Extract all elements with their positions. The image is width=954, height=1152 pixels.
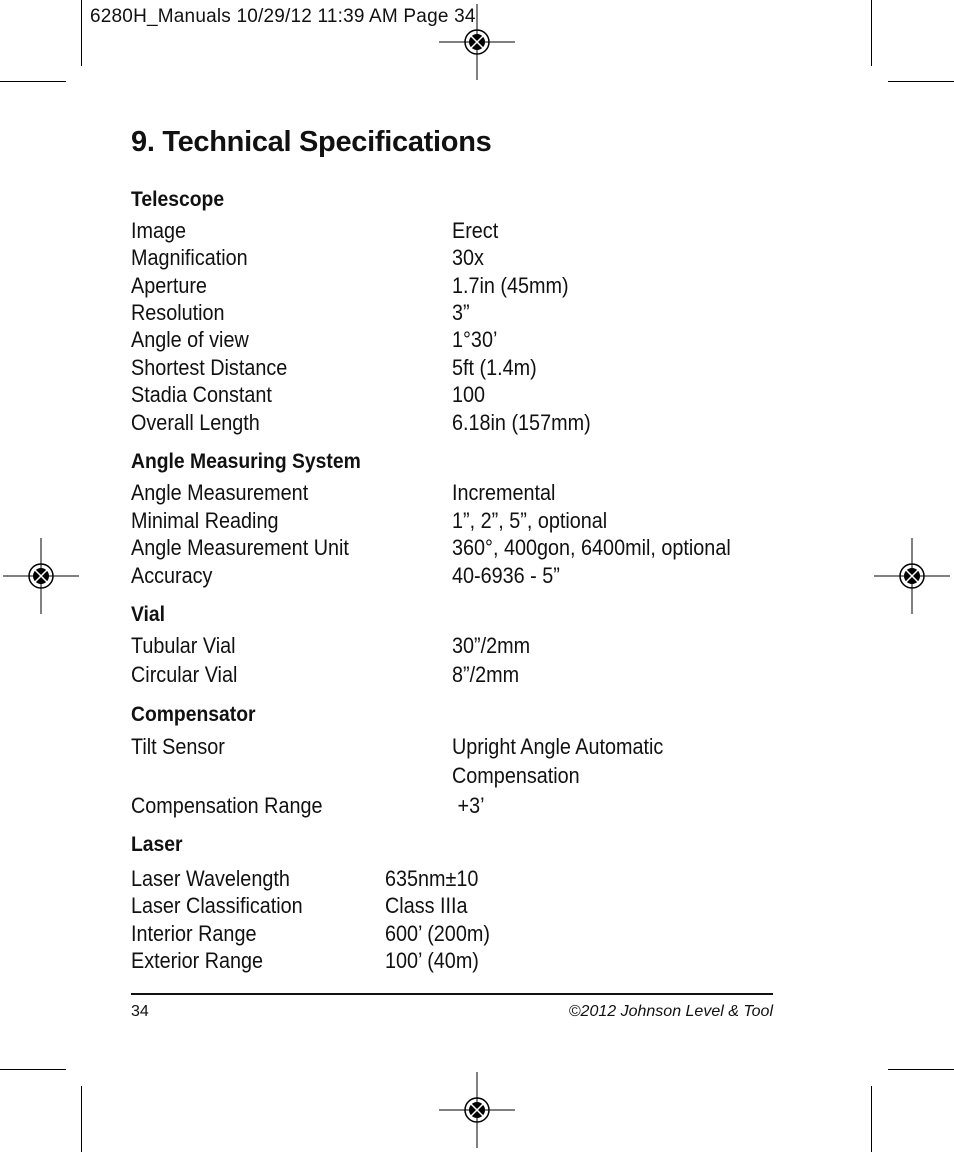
- spec-value-continuation: Compensation: [452, 763, 580, 788]
- page-number: 34: [131, 1003, 149, 1020]
- spec-label: Image: [131, 218, 187, 243]
- spec-label: Circular Vial: [131, 662, 238, 687]
- spec-label: Tubular Vial: [131, 633, 236, 658]
- spec-value: 40-6936 - 5”: [452, 563, 560, 588]
- spec-label: Shortest Distance: [131, 355, 288, 380]
- crop-mark: [0, 1069, 66, 1070]
- registration-mark-icon: [438, 1071, 516, 1149]
- crop-mark: [0, 81, 66, 82]
- spec-value: 3”: [452, 300, 470, 325]
- section-heading-angle-measuring-system: Angle Measuring System: [131, 450, 361, 473]
- spec-label: Stadia Constant: [131, 382, 272, 407]
- spec-label: Interior Range: [131, 921, 257, 946]
- spec-value: 600’ (200m): [385, 921, 490, 946]
- crop-mark: [888, 1069, 954, 1070]
- spec-value: 8”/2mm: [452, 662, 520, 687]
- spec-value: 360°, 400gon, 6400mil, optional: [452, 535, 731, 560]
- spec-label: Laser Classification: [131, 893, 303, 918]
- copyright-notice: ©2012 Johnson Level & Tool: [568, 1003, 773, 1020]
- spec-label: Overall Length: [131, 410, 260, 435]
- section-heading-laser: Laser: [131, 833, 183, 856]
- crop-mark: [871, 0, 872, 66]
- section-heading-compensator: Compensator: [131, 703, 256, 726]
- crop-mark: [888, 81, 954, 82]
- registration-mark-icon: [2, 537, 80, 615]
- spec-value: 1.7in (45mm): [452, 273, 569, 298]
- spec-label: Laser Wavelength: [131, 866, 290, 891]
- registration-mark-icon: [873, 537, 951, 615]
- spec-label: Angle Measurement: [131, 480, 309, 505]
- spec-label: Tilt Sensor: [131, 734, 225, 759]
- spec-value: 30”/2mm: [452, 633, 531, 658]
- crop-mark: [871, 1086, 872, 1152]
- section-heading-vial: Vial: [131, 603, 166, 626]
- spec-label: Minimal Reading: [131, 508, 279, 533]
- spec-label: Magnification: [131, 245, 248, 270]
- crop-mark: [81, 1086, 82, 1152]
- spec-value: +3’: [452, 793, 485, 818]
- spec-value: 100: [452, 382, 486, 407]
- spec-value: 6.18in (157mm): [452, 410, 591, 435]
- spec-value: Class IIIa: [385, 893, 468, 918]
- spec-value: 635nm±10: [385, 866, 479, 891]
- spec-value: 100’ (40m): [385, 948, 479, 973]
- footer-rule: [131, 993, 773, 995]
- page-title: 9. Technical Specifications: [131, 126, 492, 158]
- spec-value: Erect: [452, 218, 499, 243]
- spec-value: 1”, 2”, 5”, optional: [452, 508, 608, 533]
- spec-label: Aperture: [131, 273, 207, 298]
- spec-value: Incremental: [452, 480, 556, 505]
- section-heading-telescope: Telescope: [131, 188, 225, 211]
- spec-label: Exterior Range: [131, 948, 264, 973]
- spec-label: Compensation Range: [131, 793, 323, 818]
- crop-mark: [81, 0, 82, 66]
- spec-value: Upright Angle Automatic: [452, 734, 664, 759]
- print-slug: 6280H_Manuals 10/29/12 11:39 AM Page 34: [90, 6, 476, 27]
- spec-value: 5ft (1.4m): [452, 355, 537, 380]
- spec-label: Resolution: [131, 300, 225, 325]
- spec-label: Angle of view: [131, 327, 249, 352]
- spec-label: Accuracy: [131, 563, 213, 588]
- spec-value: 30x: [452, 245, 484, 270]
- registration-mark-icon: [438, 3, 516, 81]
- spec-label: Angle Measurement Unit: [131, 535, 349, 560]
- spec-value: 1°30’: [452, 327, 498, 352]
